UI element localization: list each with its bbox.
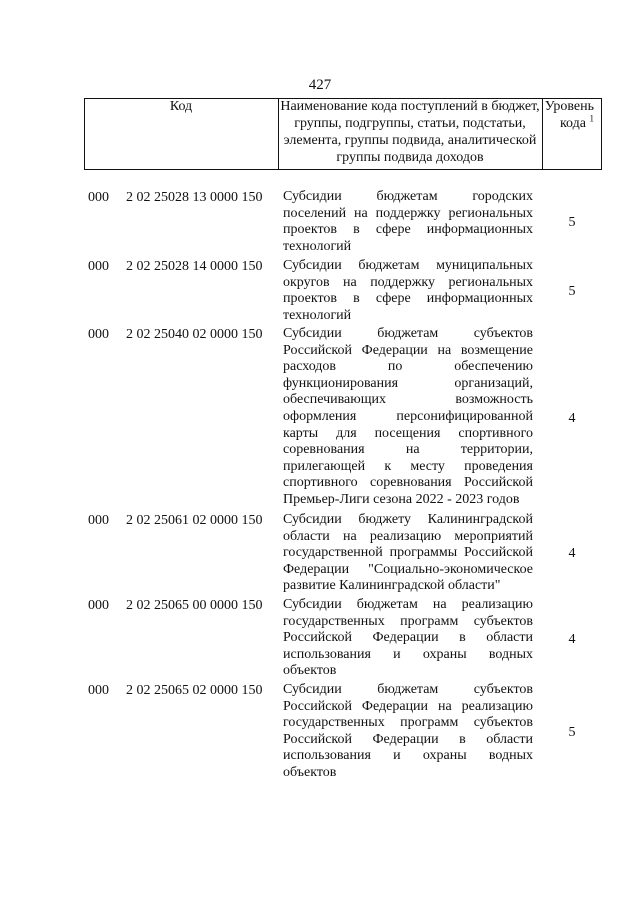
row-admin-code: 000 <box>88 190 109 205</box>
row-level: 4 <box>568 632 576 647</box>
header-code: Код <box>169 99 193 114</box>
row-name: Субсидии бюджетам субъектов Российской Федерации на реализацию государственных программ субъектов Российской Федерации в области использования и охраны водных объектов <box>283 682 533 780</box>
row-name: Субсидии бюджетам на реализацию государственных программ субъектов Российской Федерации в области использования и охраны водных объектов <box>283 597 533 679</box>
row-income-code: 2 02 25040 02 0000 150 <box>126 327 263 342</box>
row-name: Субсидии бюджетам субъектов Российской Федерации на возмещение расходов по обеспечению функционирования организаций, обеспечивающих возможность оформления персонифицированной карты для посещения спортивного соревнования на территории, прилегающей к месту проведения спортивного соревнования Российской Премьер-Лиги сезона 2022 - 2023 годов <box>283 326 533 507</box>
row-level: 5 <box>568 284 576 299</box>
row-level: 4 <box>568 546 576 561</box>
header-name: Наименование кода поступлений в бюджет, группы, подгруппы, статьи, подстатьи, элемента, группы подвида, аналитической группы подвида доходов <box>280 99 540 165</box>
header-bottom-border <box>84 169 602 170</box>
row-income-code: 2 02 25028 14 0000 150 <box>126 259 263 274</box>
row-name: Субсидии бюджетам муниципальных округов на поддержку региональных проектов в сфере информационных технологий <box>283 258 533 323</box>
row-admin-code: 000 <box>88 683 109 698</box>
row-admin-code: 000 <box>88 259 109 274</box>
page-number: 427 <box>308 77 332 93</box>
row-admin-code: 000 <box>88 598 109 613</box>
row-income-code: 2 02 25028 13 0000 150 <box>126 190 263 205</box>
row-admin-code: 000 <box>88 513 109 528</box>
row-name: Субсидии бюджетам городских поселений на поддержку региональных проектов в сфере информационных технологий <box>283 189 533 254</box>
header-level-footnote: 1 <box>589 113 594 124</box>
row-level: 4 <box>568 411 576 426</box>
row-income-code: 2 02 25065 00 0000 150 <box>126 598 263 613</box>
row-income-code: 2 02 25065 02 0000 150 <box>126 683 263 698</box>
row-income-code: 2 02 25061 02 0000 150 <box>126 513 263 528</box>
row-level: 5 <box>568 725 576 740</box>
row-admin-code: 000 <box>88 327 109 342</box>
row-name: Субсидии бюджету Калининградской области на реализацию мероприятий государственной программы Российской Федерации "Социально-экономическое развитие Калининградской области" <box>283 512 533 594</box>
table-header <box>84 98 602 170</box>
header-level <box>542 98 602 132</box>
header-level-label: Уровень кода <box>544 99 594 131</box>
row-level: 5 <box>568 215 576 230</box>
